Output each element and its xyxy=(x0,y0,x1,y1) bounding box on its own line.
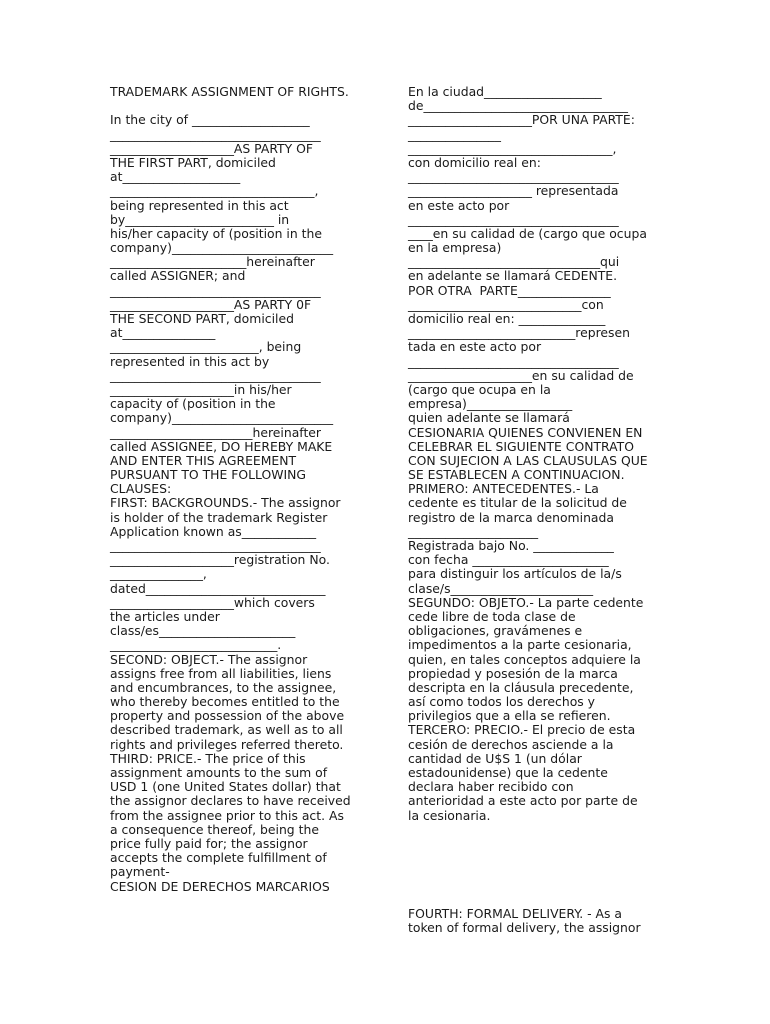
spanish-text-line: _______________ xyxy=(408,126,501,142)
spanish-text-line: CELEBRAR EL SIGUIENTE CONTRATO xyxy=(408,438,634,454)
spanish-text-line: _______________________________qui xyxy=(408,254,620,270)
english-text-line: CESION DE DERECHOS MARCARIOS xyxy=(110,878,330,894)
english-text-column xyxy=(110,85,365,894)
spanish-text-line: privilegios que a ella se refieren. xyxy=(408,708,611,724)
english-text-line: is holder of the trademark Register xyxy=(110,509,328,525)
spanish-text-line: ____________________________con xyxy=(408,296,604,312)
english-text-line: __________________________________ xyxy=(110,282,321,298)
spanish-text-line: Registrada bajo No. _____________ xyxy=(408,538,614,553)
spanish-text-line: en este acto por xyxy=(408,197,510,213)
english-text-line: rights and privileges referred thereto. xyxy=(110,736,344,752)
english-text-line: _______________________hereinafter xyxy=(110,424,322,440)
english-text-line: PURSUANT TO THE FOLLOWING xyxy=(110,467,307,483)
spanish-text-line: registro de la marca denominada xyxy=(408,509,614,525)
english-text-line: company)__________________________ xyxy=(110,240,334,256)
english-text-line: __________________________________ xyxy=(110,367,321,383)
spanish-text-line: quien adelante se llamará xyxy=(408,410,570,426)
english-text-line: ___________________________. xyxy=(110,637,282,653)
spanish-text-line: ____en su calidad de (cargo que ocupa xyxy=(408,225,647,241)
spanish-text-line: ____________________POR UNA PARTE: xyxy=(408,112,635,128)
spanish-text-line: TERCERO: PRECIO.- El precio de esta xyxy=(408,722,636,738)
fourth-clause-line: token of formal delivery, the assignor xyxy=(408,920,641,936)
english-text-line: TRADEMARK ASSIGNMENT OF RIGHTS. xyxy=(110,84,349,99)
spanish-text-line: (cargo que ocupa en la xyxy=(408,381,551,397)
spanish-text-line: ___________________________represen xyxy=(408,325,630,341)
english-text-line: accepts the complete fulfillment of xyxy=(110,850,327,866)
english-text-line: called ASSIGNER; and xyxy=(110,268,246,284)
english-text-line: __________________________________ xyxy=(110,126,321,142)
english-text-line: payment- xyxy=(110,864,170,880)
spanish-text-line: _____________________ xyxy=(408,523,539,539)
spanish-text-line: de_________________________________ xyxy=(408,98,628,114)
spanish-text-line: quien, en tales conceptos adquiere la xyxy=(408,651,641,667)
spanish-text-line: _________________________________, xyxy=(408,140,617,156)
fourth-clause-line: FOURTH: FORMAL DELIVERY. - As a xyxy=(408,906,623,921)
spanish-text-line: CON SUJECION A LAS CLAUSULAS QUE xyxy=(408,452,648,468)
english-text-line: capacity of (position in the xyxy=(110,396,276,412)
english-text-line: represented in this act by xyxy=(110,353,270,369)
english-text-line: ____________________AS PARTY OF xyxy=(110,140,314,156)
spanish-text-line: estadounidense) que la cedente xyxy=(408,765,608,780)
english-text-line: ____________________in his/her xyxy=(110,381,292,397)
english-text-line: __________________________________ xyxy=(110,538,321,553)
spanish-text-line: declara haber recibido con xyxy=(408,779,574,795)
english-text-line: described trademark, as well as to all xyxy=(110,722,343,738)
spanish-text-line: ____________________en su calidad de xyxy=(408,367,634,383)
english-text-line: by________________________ in xyxy=(110,211,290,227)
english-text-line: at_______________ xyxy=(110,325,216,341)
spanish-text-line: SE ESTABLECEN A CONTINUACION. xyxy=(408,467,625,483)
spanish-text-line: PRIMERO: ANTECEDENTES.- La xyxy=(408,481,599,497)
english-text-line: and encumbrances, to the assignee, xyxy=(110,679,337,695)
spanish-text-line: cedente es titular de la solicitud de xyxy=(408,495,627,511)
fourth-clause-text xyxy=(408,907,641,935)
spanish-text-line: con domicilio real en: xyxy=(408,154,541,170)
spanish-text-line: cesión de derechos asciende a la xyxy=(408,736,614,752)
spanish-text-line: ____________________ representada xyxy=(408,183,619,199)
spanish-text-line: cantidad de U$S 1 (un dólar xyxy=(408,750,582,766)
english-text-line: SECOND: OBJECT.- The assignor xyxy=(110,651,308,667)
english-text-line: ____________________AS PARTY 0F xyxy=(110,296,312,312)
english-text-line: assigns free from all liabilities, liens xyxy=(110,665,332,681)
english-text-line: FIRST: BACKGROUNDS.- The assignor xyxy=(110,495,341,511)
spanish-text-line: en adelante se llamará CEDENTE. xyxy=(408,268,618,284)
english-text-line: assignment amounts to the sum of xyxy=(110,765,328,780)
spanish-text-line: __________________________________ xyxy=(408,169,619,185)
spanish-text-line: POR OTRA PARTE_______________ xyxy=(408,282,611,298)
spanish-text-line: SEGUNDO: OBJETO.- La parte cedente xyxy=(408,594,644,610)
english-text-line: _______________, xyxy=(110,566,207,582)
english-text-line: Application known as____________ xyxy=(110,523,317,539)
english-text-line: company)__________________________ xyxy=(110,410,334,426)
spanish-text-line: anterioridad a este acto por parte de xyxy=(408,793,638,809)
spanish-text-line: en la empresa) xyxy=(408,240,502,256)
english-text-line: a consequence thereof, being the xyxy=(110,821,319,837)
spanish-text-line: la cesionaria. xyxy=(408,807,491,823)
english-text-line xyxy=(110,99,365,113)
spanish-text-line: para distinguir los artículos de la/s xyxy=(408,566,622,582)
english-text-line: In the city of ___________________ xyxy=(110,112,310,128)
spanish-text-line: descripta en la cláusula precedente, xyxy=(408,679,634,695)
english-text-line: from the assignee prior to this act. As xyxy=(110,807,344,823)
spanish-text-line: tada en este acto por xyxy=(408,339,542,355)
spanish-text-line: __________________________________ xyxy=(408,211,619,227)
english-text-line: USD 1 (one United States dollar) that xyxy=(110,779,341,795)
english-text-line: AND ENTER THIS AGREEMENT xyxy=(110,452,297,468)
english-text-line: his/her capacity of (position in the xyxy=(110,225,322,241)
english-text-line: ____________________registration No. xyxy=(110,552,330,568)
spanish-text-line: domicilio real en: ______________ xyxy=(408,311,606,326)
spanish-text-line: impedimentos a la parte cesionaria, xyxy=(408,637,632,653)
english-text-line: THIRD: PRICE.- The price of this xyxy=(110,750,306,766)
spanish-text-line: obligaciones, gravámenes e xyxy=(408,623,583,639)
english-text-line: called ASSIGNEE, DO HEREBY MAKE xyxy=(110,438,333,454)
english-text-line: the assignor declares to have received xyxy=(110,793,351,809)
spanish-text-line: En la ciudad___________________ xyxy=(408,84,602,99)
spanish-text-line: cede libre de toda clase de xyxy=(408,608,576,624)
spanish-text-line: clase/s_______________________ xyxy=(408,580,594,596)
english-text-line: the articles under xyxy=(110,608,220,624)
english-text-line: who thereby becomes entitled to the xyxy=(110,694,340,710)
english-text-line: ______________________hereinafter xyxy=(110,254,315,270)
english-text-line: price fully paid for; the assignor xyxy=(110,835,308,851)
english-text-line: class/es______________________ xyxy=(110,623,296,639)
english-text-line: property and possession of the above xyxy=(110,708,345,724)
spanish-text-column xyxy=(408,85,663,823)
spanish-text-line: con fecha ______________________ xyxy=(408,552,609,568)
spanish-text-line: así como todos los derechos y xyxy=(408,694,596,710)
english-text-line: CLAUSES: xyxy=(110,481,172,497)
english-text-line: ________________________, being xyxy=(110,339,302,355)
english-text-line: ____________________which covers xyxy=(110,594,315,610)
spanish-text-line: propiedad y posesión de la marca xyxy=(408,665,618,681)
spanish-text-line: empresa)_________________ xyxy=(408,396,573,412)
english-text-line: being represented in this act xyxy=(110,197,289,213)
english-text-line: dated_____________________________ xyxy=(110,580,326,596)
spanish-text-line: __________________________________ xyxy=(408,353,619,369)
english-text-line: _________________________________, xyxy=(110,183,319,199)
spanish-text-line: CESIONARIA QUIENES CONVIENEN EN xyxy=(408,424,643,440)
english-text-line: at___________________ xyxy=(110,169,241,185)
english-text-line: THE FIRST PART, domiciled xyxy=(110,154,276,170)
english-text-line: THE SECOND PART, domiciled xyxy=(110,311,294,326)
